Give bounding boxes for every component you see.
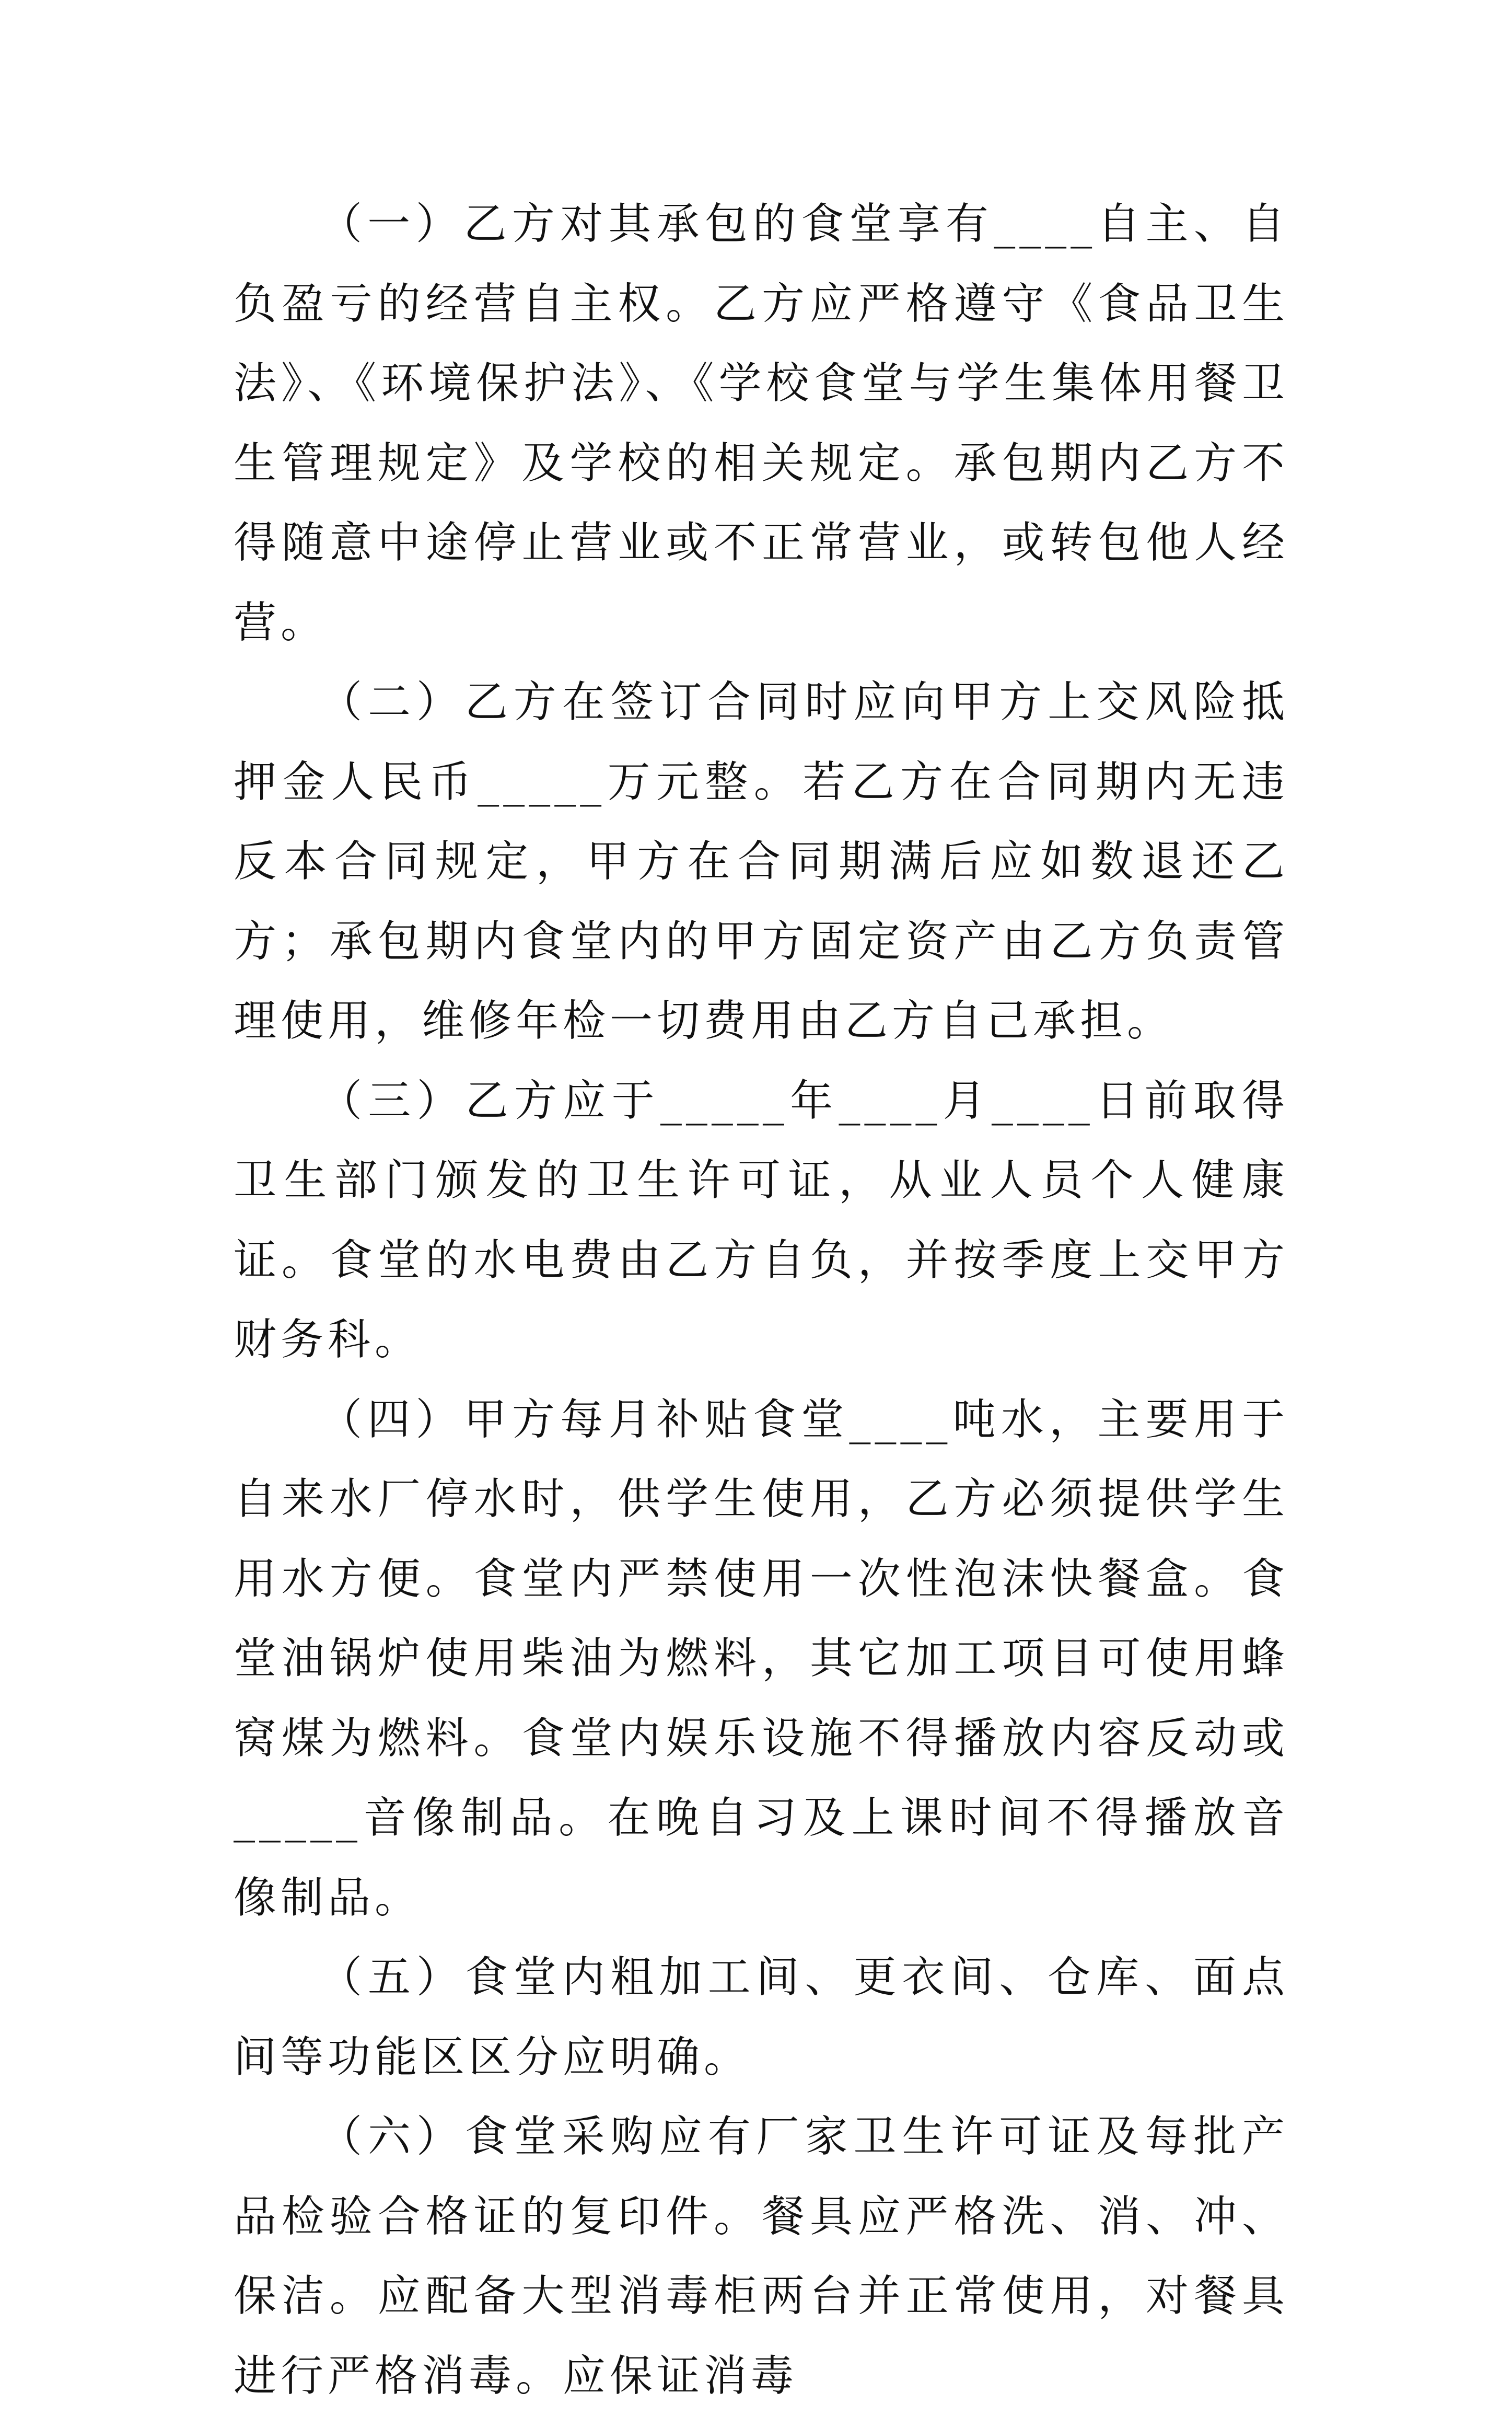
paragraph-2: （二）乙方在签订合同时应向甲方上交风险抵押金人民币_____万元整。若乙方在合同期内无违反本合同规定，甲方在合同期满后应如数退还乙方；承包期内食堂内的甲方固定资产由乙方负责管理使用，维修年检一切费用由乙方自己承担。 (234, 677, 1289, 1046)
paragraph-5: （五）食堂内粗加工间、更衣间、仓库、面点间等功能区区分应明确。 (234, 1952, 1289, 2082)
document-body (234, 184, 1289, 2416)
paragraph-6: （六）食堂采购应有厂家卫生许可证及每批产品检验合格证的复印件。餐具应严格洗、消、冲、保洁。应配备大型消毒柜两台并正常使用，对餐具进行严格消毒。应保证消毒 (234, 2112, 1289, 2401)
paragraph-3: （三）乙方应于_____年____月____日前取得卫生部门颁发的卫生许可证，从业人员个人健康证。食堂的水电费由乙方自负，并按季度上交甲方财务科。 (234, 1076, 1289, 1365)
paragraph-4: （四）甲方每月补贴食堂____吨水，主要用于自来水厂停水时，供学生使用，乙方必须提供学生用水方便。食堂内严禁使用一次性泡沫快餐盒。食堂油锅炉使用柴油为燃料，其它加工项目可使用蜂窝煤为燃料。食堂内娱乐设施不得播放内容反动或_____音像制品。在晚自习及上课时间不得播放音像制品。 (234, 1394, 1289, 1923)
paragraph-1: （一）乙方对其承包的食堂享有____自主、自负盈亏的经营自主权。乙方应严格遵守《食品卫生法》、《环境保护法》、《学校食堂与学生集体用餐卫生管理规定》及学校的相关规定。承包期内乙方不得随意中途停止营业或不正常营业，或转包他人经营。 (234, 199, 1289, 648)
